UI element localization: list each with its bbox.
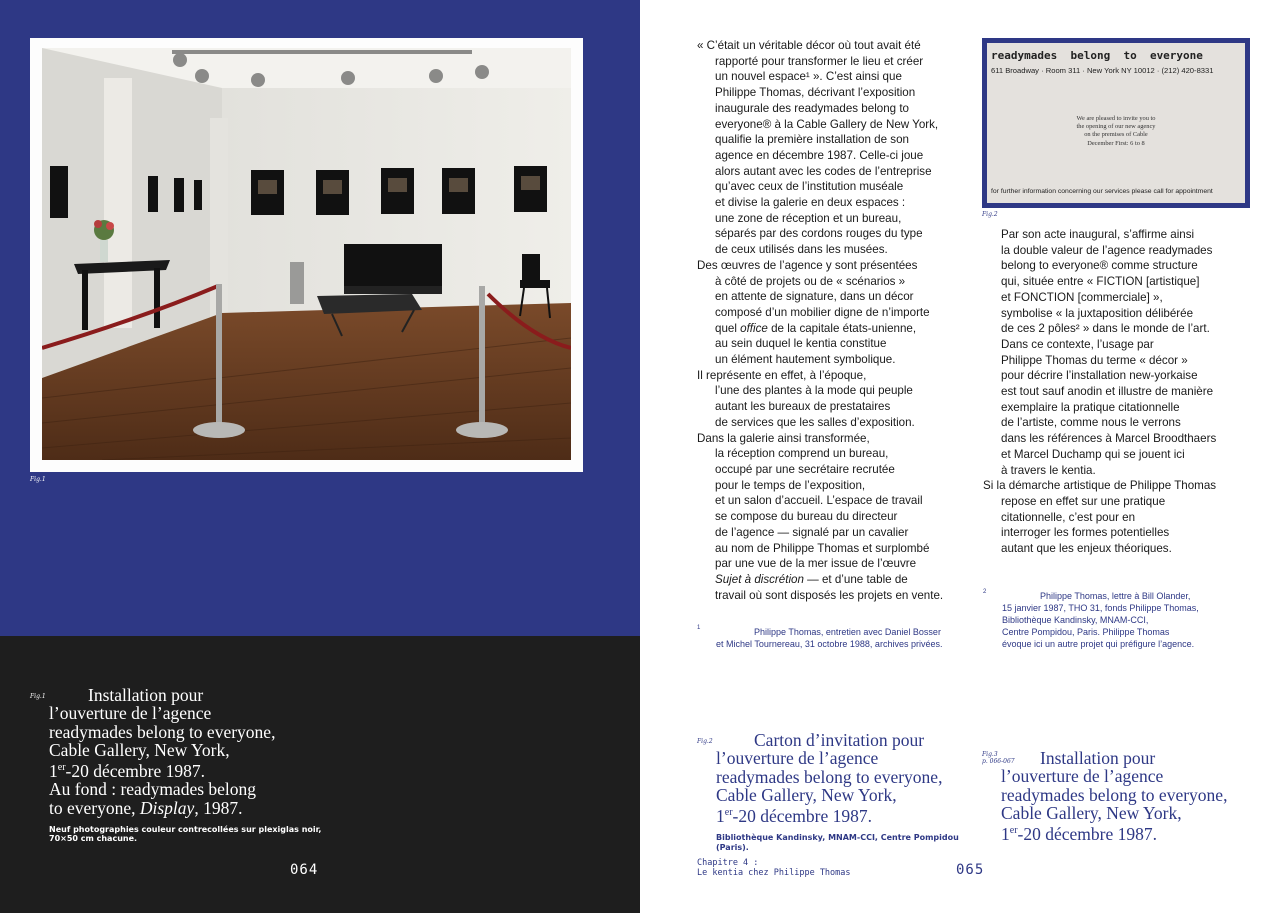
body-line: alors autant avec les codes de l’entreprise: [715, 164, 932, 178]
body-line: qu’avec ceux de l’institution muséale: [715, 180, 904, 194]
body-line: Dans ce contexte, l’usage par: [1001, 337, 1154, 351]
body-line: occupé par une secrétaire recrutée: [715, 462, 895, 476]
invitation-body-line: on the premises of Cable: [1084, 131, 1148, 139]
body-line: et divise la galerie en deux espaces :: [715, 196, 906, 210]
body-line: Sujet à discrétion — et d’une table de: [715, 572, 908, 586]
caption-line: l’ouverture de l’agence: [716, 748, 879, 769]
caption-fig-marker: Fig.2: [697, 738, 713, 745]
body-line: Il représente en effet, à l’époque,: [697, 368, 867, 382]
body-line: et FONCTION [commerciale] »,: [1001, 290, 1163, 304]
footnote-line: et Michel Tournereau, 31 octobre 1988, archives privées.: [716, 639, 943, 649]
invitation-body-line: the opening of our new agency: [1076, 123, 1156, 131]
body-line: Philippe Thomas, décrivant l’exposition: [715, 86, 916, 100]
caption-line: readymades belong to everyone,: [716, 766, 943, 787]
body-line: interroger les formes potentielles: [1001, 526, 1170, 540]
body-line: Philippe Thomas du terme « décor »: [1001, 353, 1188, 367]
body-line: de l’artiste, comme nous le verrons: [1001, 416, 1181, 430]
caption-line: Cable Gallery, New York,: [716, 784, 897, 805]
body-line: Par son acte inaugural, s’affirme ainsi: [1001, 228, 1195, 241]
footnote-line: Philippe Thomas, lettre à Bill Olander,: [1040, 591, 1191, 601]
caption-line: to everyone, Display, 1987.: [49, 797, 243, 818]
body-line: autant que les enjeux théoriques.: [1001, 542, 1172, 556]
body-line: symbolise « la juxtaposition délibérée: [1001, 306, 1194, 320]
body-line: « C’était un véritable décor où tout avait été: [697, 39, 921, 52]
page-number-right: 065: [956, 862, 985, 878]
invitation-fig-marker: Fig.2: [982, 211, 998, 218]
body-line: et Marcel Duchamp qui se jouent ici: [1001, 447, 1185, 461]
caption-fig-marker: Fig.1: [30, 693, 46, 700]
footnote-line: Centre Pompidou, Paris. Philippe Thomas: [1002, 627, 1170, 637]
invitation-card: [987, 43, 1245, 203]
body-line: dans les références à Marcel Broodthaers: [1001, 432, 1217, 446]
body-line: autant les bureaux de prestataires: [715, 400, 891, 414]
body-line: exemplaire la pratique citationnelle: [1001, 400, 1180, 414]
gallery-photo-illustration: [42, 48, 571, 460]
footnote-line: Philippe Thomas, entretien avec Daniel Bosser: [754, 627, 941, 637]
body-line: séparés par des cordons rouges du type: [715, 227, 923, 241]
caption-line: l’ouverture de l’agence: [1001, 766, 1164, 787]
body-line: à travers le kentia.: [1001, 463, 1096, 477]
body-line: l’une des plantes à la mode qui peuple: [715, 384, 913, 398]
footnote-mark: 1: [697, 625, 701, 631]
caption-line: readymades belong to everyone,: [49, 721, 276, 742]
body-line: quel office de la capitale états-unienne,: [715, 321, 917, 335]
running-head-line: Chapitre 4 :: [697, 858, 759, 868]
body-line: agence en décembre 1987. Celle-ci joue: [715, 148, 924, 162]
body-line: un élément hautement symbolique.: [715, 353, 896, 367]
body-line: la réception comprend un bureau,: [715, 447, 889, 461]
body-line: de ces 2 pôles² » dans le monde de l’art.: [1001, 322, 1210, 336]
caption-fig3: [982, 749, 1262, 843]
body-line: qui, située entre « FICTION [artistique]: [1001, 275, 1200, 289]
body-line: travail où sont disposés les projets en vente.: [715, 588, 944, 602]
footnote-2: [983, 590, 1263, 650]
invitation-body-line: December First: 6 to 8: [1087, 139, 1145, 147]
body-line: et un salon d’accueil. L’espace de travail: [715, 494, 923, 508]
caption-credit: Bibliothèque Kandinsky, MNAM-CCI, Centre Pompidou (Paris).: [716, 833, 959, 852]
body-line: à côté de projets ou de « scénarios »: [715, 274, 906, 288]
caption-note: Neuf photographies couleur contrecollées sur plexiglas noir,: [49, 824, 322, 834]
body-line: everyone® à la Cable Gallery de New York,: [715, 117, 939, 131]
invitation-address: 611 Broadway · Room 311 · New York NY 10012 · (212) 420-8331: [991, 66, 1214, 75]
footnote-1: [697, 626, 977, 650]
body-line: se compose du bureau du directeur: [715, 510, 898, 524]
footnote-line: 15 janvier 1987, THO 31, fonds Philippe Thomas,: [1002, 603, 1199, 613]
body-column-1: [697, 38, 977, 603]
caption-line: readymades belong to everyone,: [1001, 784, 1228, 805]
footnote-mark: 2: [983, 589, 987, 595]
body-line: au sein duquel le kentia constitue: [715, 337, 887, 351]
body-line: pour le temps de l’exposition,: [715, 478, 866, 492]
body-line: la double valeur de l’agence readymades: [1001, 243, 1213, 257]
body-line: belong to everyone® comme structure: [1001, 259, 1198, 273]
footnote-line: Bibliothèque Kandinsky, MNAM-CCI,: [1002, 615, 1149, 625]
photo-fig-marker: Fig.1: [30, 476, 46, 483]
caption-line: l’ouverture de l’agence: [49, 703, 212, 724]
running-head: [697, 858, 851, 878]
footnote-line: évoque ici un autre projet qui préfigure l’agence.: [1002, 639, 1195, 649]
body-line: inaugurale des readymades belong to: [715, 101, 910, 115]
caption-fig2: [697, 731, 977, 852]
body-column-2: [983, 227, 1263, 557]
invitation-footer: for further information concerning our services please call for appointment: [991, 188, 1213, 195]
body-line: Si la démarche artistique de Philippe Thomas: [983, 479, 1217, 493]
body-line: une zone de réception et un bureau,: [715, 211, 902, 225]
invitation-header: readymades belong to everyone: [991, 49, 1203, 62]
body-line: de l’agence — signalé par un cavalier: [715, 525, 909, 539]
body-line: citationnelle, c’est pour en: [1001, 510, 1136, 524]
caption-line: Cable Gallery, New York,: [49, 739, 230, 760]
invitation-body-line: We are pleased to invite you to: [1076, 115, 1156, 122]
caption-date-line: 1er-20 décembre 1987.: [716, 806, 872, 827]
caption-fig-marker: Fig.3: [982, 751, 998, 758]
left-caption: [30, 686, 330, 844]
page-number-left: 064: [290, 862, 319, 878]
body-line: un nouvel espace¹ ». C’est ainsi que: [715, 70, 902, 84]
body-line: de ceux utilisés dans les musées.: [715, 243, 888, 257]
caption-line: Au fond : readymades belong: [49, 779, 257, 800]
gallery-installation-photo: [42, 48, 571, 460]
body-line: composé d’un mobilier digne de n’importe: [715, 305, 930, 319]
caption-date-line: 1er-20 décembre 1987.: [1001, 824, 1157, 845]
body-line: par une vue de la mer issue de l’œuvre: [715, 557, 917, 571]
caption-fig-pages: p. 066-067: [982, 758, 1015, 765]
body-line: rapporté pour transformer le lieu et créer: [715, 54, 924, 68]
body-line: est tout sauf anodin et illustre de manière: [1001, 385, 1214, 399]
caption-date-line: 1er-20 décembre 1987.: [49, 761, 205, 782]
body-line: pour décrire l’installation new-yorkaise: [1001, 369, 1198, 383]
body-line: en attente de signature, dans un décor: [715, 290, 914, 304]
body-line: qualifie la première installation de son: [715, 133, 909, 147]
caption-line: Installation pour: [1040, 748, 1156, 768]
body-line: Des œuvres de l’agence y sont présentées: [697, 258, 918, 272]
body-line: repose en effet sur une pratique: [1001, 494, 1166, 508]
caption-line: Carton d’invitation pour: [754, 730, 925, 750]
body-line: au nom de Philippe Thomas et surplombé: [715, 541, 930, 555]
caption-line: Cable Gallery, New York,: [1001, 802, 1182, 823]
caption-line: Installation pour: [88, 685, 204, 705]
body-line: de services que les salles d’exposition.: [715, 415, 915, 429]
body-line: Dans la galerie ainsi transformée,: [697, 431, 870, 445]
running-head-line: Le kentia chez Philippe Thomas: [697, 868, 851, 878]
caption-note: 70×50 cm chacune.: [49, 834, 138, 844]
